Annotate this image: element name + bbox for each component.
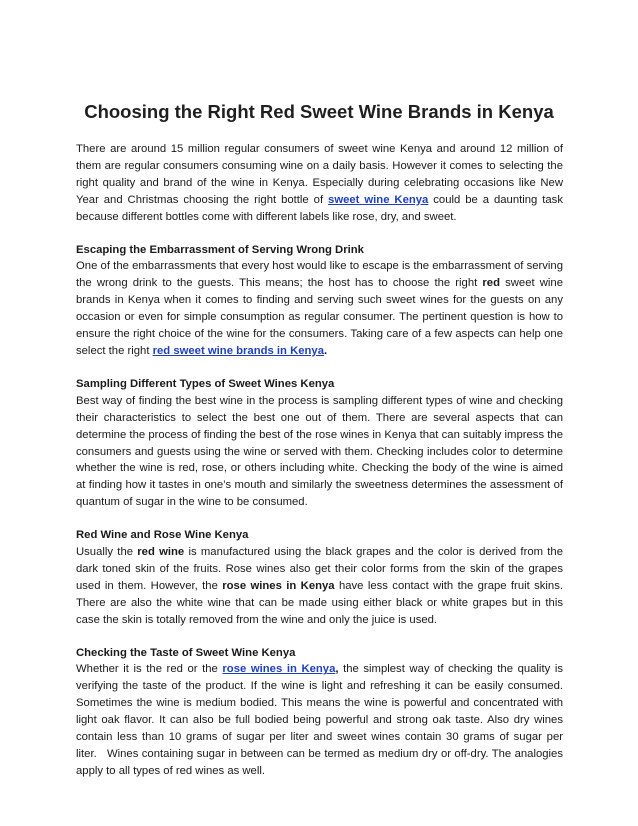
intro-text-1: There are around 15 million regular consumers of sweet wine Kenya and around 12 million of them are regular consumers consuming wine on a daily basis. However it comes to selecting the right quality and brand of the wine in Kenya. Especially during celebrating occasions like New Year and Christmas choosing the right bottle of	[76, 143, 563, 206]
bold-text: ,	[335, 663, 339, 676]
section-text: One of the embarrassments that every host would like to escape is the embarrassment of serving the wrong drink to the guests. This means; the host has to choose the right	[76, 260, 563, 290]
section-text: the simplest way of checking the quality is verifying the taste of the product. If the wine is light and refreshing it can be easily consumed. Sometimes the wine is medium bodied. This means the wine is powerful and concentrated with light oak flavor. It can also be full bodied being powerful and strong oak taste. Also dry wines contain less than 10 grams of sugar per liter and sweet wines contain 30 grams of sugar per liter. Wines containing sugar in between can be termed as medium dry or off-dry. The analogies apply to all types of red wines as well.	[76, 663, 563, 777]
section-paragraph	[76, 258, 563, 359]
bold-text: red	[482, 277, 500, 290]
link-rose-wines-kenya[interactable]: rose wines in Kenya	[222, 663, 336, 676]
section-heading: Sampling Different Types of Sweet Wines Kenya	[76, 377, 335, 390]
section-text: is manufactured using the black grapes and the color is derived from the dark toned skin of the fruits. Rose wines also get their color forms from the skin of the grapes used in them. However, the	[76, 546, 563, 592]
section-sampling	[76, 376, 563, 511]
link-red-sweet-wine-brands[interactable]: red sweet wine brands in Kenya	[152, 344, 324, 357]
section-paragraph: Best way of finding the best wine in the process is sampling different types of wine and checking their characteristics to select the best one out of them. There are several aspects that can determine the process of finding the best of the rose wines in Kenya that can suitably impress the consumers and guests using the wine or served with them. Checking includes color to determine whether the wine is red, rose, or others including white. Checking the body of the wine is aimed at finding how it tastes in one’s mouth and similarly the sweetness determines the assessment of quantum of sugar in the wine to be consumed.	[76, 394, 563, 509]
section-red-rose-wine	[76, 527, 563, 628]
section-text: sweet wine brands in Kenya when it comes to finding and serving such sweet wines for the guests on any occasion or even for simple consumption as regular consumer. The pertinent question is how to ensure the right choice of the wine for the consumers. Taking care of a few aspects can help one select the right	[76, 277, 563, 357]
link-sweet-wine-kenya[interactable]: sweet wine Kenya	[328, 193, 429, 206]
section-paragraph	[76, 544, 563, 629]
document-body	[76, 141, 563, 780]
section-text: Usually the	[76, 546, 138, 559]
bold-text: red wine	[137, 546, 185, 559]
section-text: have less contact with the grape fruit skins. There are also the white wine that can be made using either black or white grapes but in this case the skin is totally removed from the wine and only the juice is used.	[76, 579, 564, 626]
section-paragraph	[76, 661, 563, 779]
section-checking-taste	[76, 645, 563, 780]
section-heading: Escaping the Embarrassment of Serving Wrong Drink	[76, 243, 364, 256]
section-heading: Red Wine and Rose Wine Kenya	[76, 529, 249, 542]
section-heading: Checking the Taste of Sweet Wine Kenya	[76, 646, 296, 659]
document-title: Choosing the Right Red Sweet Wine Brands in Kenya	[84, 101, 554, 122]
intro-paragraph	[76, 141, 563, 226]
bold-text: .	[324, 344, 328, 357]
bold-text: rose wines in Kenya	[222, 579, 335, 592]
intro-text-2: could be a daunting task because different bottles come with different labels like rose, dry, and sweet.	[76, 193, 563, 223]
section-escaping-embarrassment	[76, 242, 563, 360]
section-text: Whether it is the red or the	[76, 663, 223, 676]
